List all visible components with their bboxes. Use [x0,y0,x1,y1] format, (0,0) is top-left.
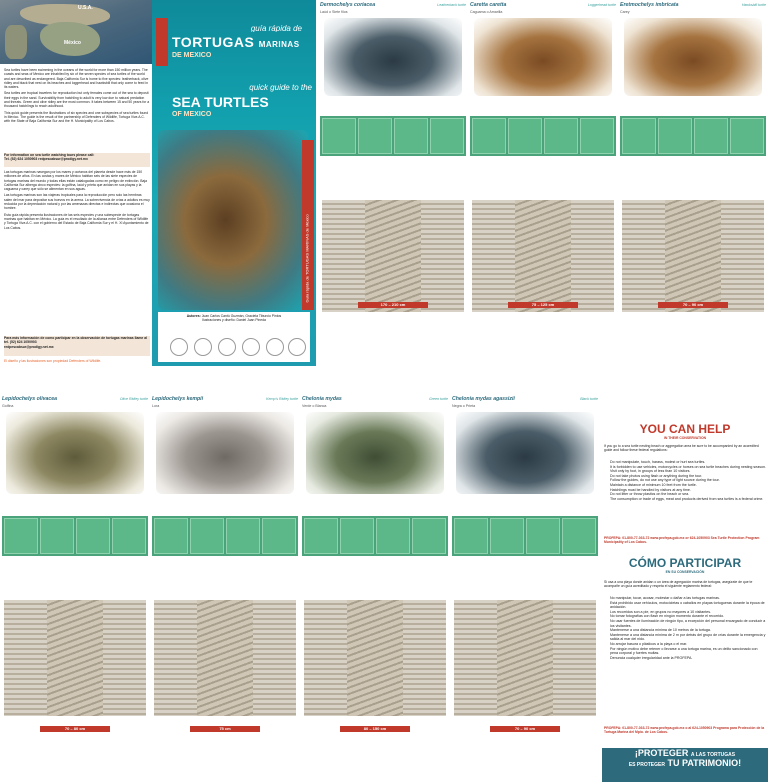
intro-en-paragraph: Sea turtles have been swimming in the oceans of the world for more than 150 million years. The coasts and seas of Mexico are inhabited by six of the seven species of sea turtles of the world and are described as endangered. Baja California Sur is home to five species: leatherback, olive ridley and black that nest on its beaches and loggerhead and hawksbill that only come to feed in its waters. [4,68,149,90]
identification-notes [620,160,766,188]
intro-es-paragraph: Esta guía rápida presenta ilustraciones de las seis especies y una subespecie de tortugas marinas que habitan en México. La guía es el resultado de la alianza entre Defenders of Wildlife y Tortuga Viva A.C. con el gobierno del Estado de Baja California Sur y el H. XI Ayuntamiento de Los Cabos. [4,212,149,230]
species-facts [620,316,766,362]
cover-tortugas: TORTUGAS [172,34,255,50]
identification-notes [452,560,598,588]
turtle-illustration [324,18,462,96]
species-card [618,0,768,366]
species-common: Carey [620,10,630,14]
map-label-mexico: México [64,40,81,46]
cover-spine-text: Guía rápida de TORTUGAS MARINAS de México [304,214,310,303]
species-bottom-row [0,394,600,784]
cover-spine [302,140,314,310]
intro-english [4,68,150,152]
size-badge: 75 – 125 cm [508,302,578,308]
help-intro-en: If you go to a sea turtle nesting beach or aggregation area be sure to be accompanied by an accredited guide and follow these federal regulations: [604,444,759,453]
cover-turtle-illustration [158,130,308,310]
turtle-illustration [474,18,612,96]
nest-track-diagram [304,600,446,716]
rules-en-list [604,460,766,534]
rule-item: • Follow the guides, do not use any type of light source during the tour. [610,478,766,483]
help-title-en-sub: IN THEIR CONSERVATION [663,436,707,440]
partner-logo [288,338,306,356]
rule-item: • Visit only by foot, in groups of less than 10 visitors. [610,469,766,474]
turtle-illustration [624,18,762,96]
more-info-es [4,336,150,356]
rule-item: • Do not litter or throw plastics on the beach or sea. [610,492,766,497]
intro-es-paragraph: Las tortugas marinas son las viajeras tropicales para la reproducción pero solo las hembras salen del mar para depositar sus huevos en la arena. La sobrevivencia de crías a adultos es muy reducida por la depredación natural y por las amenazas directas e indirectas que ocasiona el hombre. [4,193,150,211]
more-info-es-email: redpescabsur@prodigy.net.mx [4,344,54,349]
cover-authors: Autores: Juan Carlos Cantú Guzmán, Graciela Tiburcio Pintos [186,314,282,318]
help-title-en [604,422,766,442]
help-title-es-main: CÓMO PARTICIPAR [628,556,742,570]
rule-item: • Do not take photos using flash or anything during the tour. [610,474,766,479]
species-facts [470,316,616,362]
identification-notes [2,560,148,588]
help-intro-es: Si usa a una playa donde anidan o un área de agregación marina de tortugas, asegúrate de que te acompañe un guía acreditado y respeta el siguiente reglamento federal: [604,580,753,589]
species-facts [2,736,148,782]
species-common: Lora [152,404,160,408]
size-badge: 75 cm [190,726,260,732]
species-card [0,394,150,784]
logo-strip [156,18,168,66]
help-title-es [604,556,766,578]
species-card [300,394,450,784]
nest-track-diagram [622,200,764,312]
rule-item: • Por ningún motivo debe retener o llevarse a una tortuga marina, es un delito sancionado con pena corporal y fuertes multas. [610,647,766,656]
turtle-illustration [456,412,594,494]
turtle-illustration [306,412,444,494]
cover-sea-turtles: SEA TURTLES [172,94,269,110]
partner-logo [218,338,236,356]
rule-item: • Hatchlings must be handled by visitors at any time. [610,488,766,493]
identification-row [620,116,766,156]
rule-item: • Denuncia cualquier irregularidad ante la PROFEPA. [610,656,766,661]
nest-track-diagram [472,200,614,312]
cover-illustrations: Ilustraciones y diseño: Daniel Juan Pineda [202,318,266,323]
rule-item: • Do not manipulate, touch, harass, molest or hurt sea turtles. [610,460,766,465]
partner-logo [194,338,212,356]
species-common: Verde o Blanca [302,404,327,408]
cover-of-mexico: OF MEXICO [172,111,212,118]
turtle-illustration [6,412,144,494]
design-credit: El diseño y las ilustraciones son propiedad Defenders of Wildlife. [4,359,102,363]
species-latin: Caretta caretta [470,2,507,8]
more-info-es-title: Para más información de como participar en la observación de tortugas marinas llame al tel. (52) 624 1050903 [4,336,148,345]
rule-item: • Maintain a distance of minimum 10 feet from the turtle. [610,483,766,488]
species-latin: Chelonia mydas [302,396,342,402]
rule-item: • No usar fuentes de iluminación de ningún tipo, a excepción del personal encargado de conducir a los visitantes. [610,619,766,628]
rule-item: • No arrojar basura o plásticos a la playa o el mar. [610,642,766,647]
species-latin: Dermochelys coriacea [320,2,376,8]
profepa-en: PROFEPA: 01-800-77-033-72 www.profepa.gob.mx or 624-1050903 Sea Turtle Protection Program Municipality of Los Cabos. [604,536,760,545]
cover-quick-guide: quick guide to the [249,83,312,92]
species-card [150,394,300,784]
species-english: Black turtle [580,397,598,401]
species-latin: Chelonia mydas agassizii [452,396,515,402]
intro-es-paragraph: Las tortugas marinas navegan por los mares y océanos del planeta desde hace más de 150 millones de años. En las costas y mares de México habitan seis de las siete especies de tortugas marinas del mundo y todas ellas están catalogadas como en peligro de extinción. Baja California Sur alberga cinco especies: la golfina, laúd y prieta que anidan en sus playas y la caguama y carey que sólo se alimentan en sus aguas. [4,170,148,192]
identification-notes [470,160,616,188]
species-english: Green turtle [429,397,448,401]
species-card [468,0,618,366]
species-facts [152,736,298,782]
partner-logo [242,338,260,356]
identification-row [470,116,616,156]
proteger-line-2: ES PROTEGER TU PATRIMONIO! [628,758,742,768]
identification-row [2,516,148,556]
rule-item: • The consumption or trade of eggs, meat and products derived from sea turtles is a federal crime. [610,497,766,502]
identification-row [152,516,298,556]
rule-item: • No manipular, tocar, acosar, molestar o dañar a las tortugas marinas. [610,596,766,601]
species-english: Leatherback turtle [437,3,466,7]
identification-notes [152,560,298,588]
cover-credits [158,312,310,362]
map-label-usa: U.S.A. [78,5,93,11]
species-common: Caguama o Amarilla [470,10,503,14]
nest-track-diagram [454,600,596,716]
rule-item: • It is forbidden to use vehicles, motorcycles or horses on sea turtle beaches during nesting season. [610,465,766,470]
rule-item: • Los recorridos son a pie, en grupos no mayores a 10 visitantes. [610,610,766,615]
more-info-en [4,153,150,167]
size-badge: 70 – 80 cm [40,726,110,732]
size-badge: 80 – 150 cm [340,726,410,732]
more-info-en-title: For information on sea turtle watching tours please call: [4,153,95,157]
map-image [0,0,152,64]
turtle-illustration [156,412,294,494]
species-card [318,0,468,366]
intro-en-paragraph: This quick guide presents the illustrations of six species and one subspecies of sea turtles found in Mexico. The guide is the result of the partnership of Defenders of Wildlife, Tortuga Viva A.C. with the State of Baja California Sur and the H. Municipality of Los Cabos. [4,110,149,124]
intro-spanish [4,170,150,330]
intro-en-paragraph: Sea turtles are tropical travelers for reproduction but only females come out of the sea to deposit their eggs in the sand. Survivability from hatchling to adult is very low due to natural predation and threats. Green and olive ridley are the most common. It takes between 15 and 50 years for a thousand hatchlings to reach adulthood. [4,91,150,109]
cover-guia-small: guía rápida de [250,24,302,32]
species-english: Loggerhead turtle [587,3,616,7]
identification-row [452,516,598,556]
profepa-es: PROFEPA: 01-800-77-033-72 www.profepa.gob.mx o al 624-1050903 Programa para Protección de la Tortuga Marina del Mpio. de Los Cabos. [604,726,765,735]
identification-row [302,516,448,556]
help-title-es-sub: EN SU CONSERVACIÓN [665,570,705,574]
species-common: Negra o Prieta [452,404,476,408]
nest-track-diagram [4,600,146,716]
species-english: Olive Ridley turtle [119,397,148,401]
species-top-row [318,0,768,366]
species-latin: Eretmochelys imbricata [620,2,679,8]
cover-de-mexico: DE MÉXICO [172,52,212,59]
species-latin: Lepidochelys olivacea [2,396,58,402]
proteger-line-1: ¡PROTEGER A LAS TORTUGAS [634,748,736,758]
proteger-banner [602,748,768,782]
species-card [450,394,600,784]
nest-track-diagram [154,600,296,716]
identification-notes [320,160,466,188]
rule-item: • No tomar fotografías con flash en ningún momento durante el recorrido. [610,614,766,619]
cover-title-es [172,34,312,50]
species-facts [452,736,598,782]
size-badge: 170 – 210 cm [358,302,428,308]
rule-item: • Mantenerse a una distancia mínima de 10 metros de la tortuga. [610,628,766,633]
cover-marinas: MARINAS [258,40,300,49]
species-english: Hawksbill turtle [741,3,766,7]
species-facts [320,316,466,362]
species-common: Laúd o Siete filos [320,10,348,14]
cover-panel [152,0,316,366]
more-info-en-phone: Tel. (52) 624 1050903 redpescabsur@prodigy.net.mx [4,157,88,162]
size-badge: 70 – 90 cm [490,726,560,732]
help-panel [602,420,768,784]
identification-notes [302,560,448,588]
species-common: Golfina [2,404,14,408]
size-badge: 70 – 90 cm [658,302,728,308]
species-english: Kemp's Ridley turtle [266,397,298,401]
species-latin: Lepidochelys kempii [152,396,204,402]
species-facts [302,736,448,782]
nest-track-diagram [322,200,464,312]
rules-es-list [604,596,766,724]
partner-logo [266,338,284,356]
partner-logo [170,338,188,356]
help-title-en-main: YOU CAN HELP [639,422,731,436]
rule-item: • Mantenerse a una distancia mínima de 2 m por detrás del grupo de crías durante la emergencia y salida al mar del nido. [610,633,766,642]
rule-item: • Está prohibido usar vehículos, motocicletas o caballos en playas tortugueras durante la época de anidación. [610,601,766,610]
identification-row [320,116,466,156]
